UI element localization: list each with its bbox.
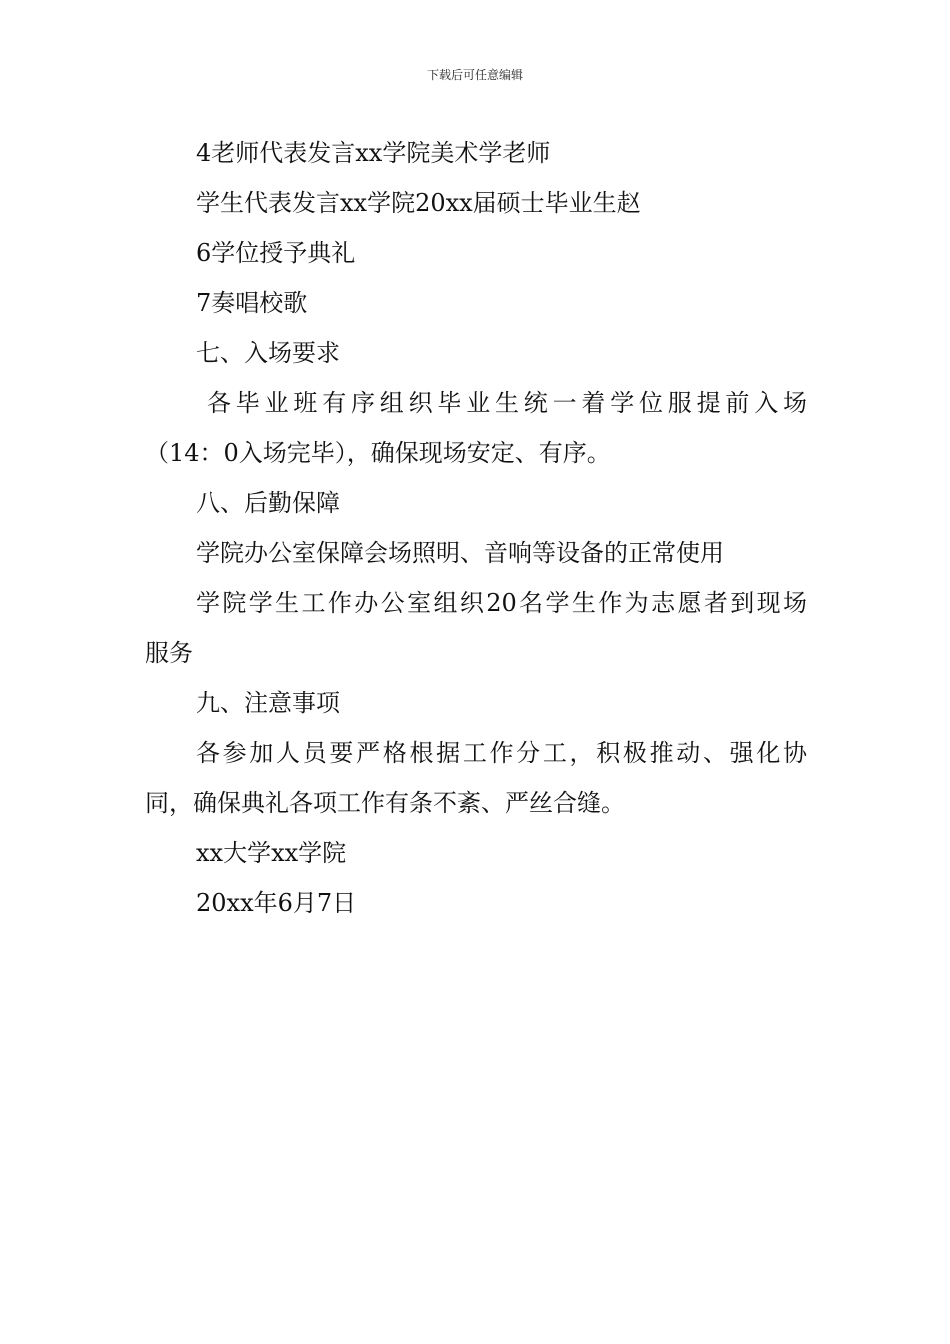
signature-date: 20xx年6月7日	[196, 889, 357, 917]
section-heading-entry-requirements: 七、入场要求	[196, 339, 340, 367]
entry-requirements-paragraph-line1: 各毕业班有序组织毕业生统一着学位服提前入场	[207, 389, 807, 417]
document-body	[145, 128, 807, 928]
program-item-student-speech: 学生代表发言xx学院20xx届硕士毕业生赵	[196, 189, 641, 217]
logistics-office-support: 学院办公室保障会场照明、音响等设备的正常使用	[196, 539, 724, 567]
logistics-volunteers-line1: 学院学生工作办公室组织20名学生作为志愿者到现场	[196, 589, 807, 617]
notes-paragraph-line1: 各参加人员要严格根据工作分工，积极推动、强化协	[196, 739, 807, 767]
section-heading-notes: 九、注意事项	[196, 689, 340, 717]
page-header: 下载后可任意编辑	[426, 68, 523, 82]
section-heading-logistics: 八、后勤保障	[196, 489, 340, 517]
entry-requirements-paragraph-line2: （14：0入场完毕），确保现场安定、有序。	[145, 439, 611, 467]
logistics-volunteers-line2: 服务	[145, 639, 193, 667]
notes-paragraph-line2: 同，确保典礼各项工作有条不紊、严丝合缝。	[145, 789, 625, 817]
program-item-school-song: 7奏唱校歌	[196, 289, 308, 317]
program-item-degree-ceremony: 6学位授予典礼	[196, 239, 356, 267]
program-item-teacher-speech: 4老师代表发言xx学院美术学老师	[196, 139, 551, 167]
signature-organization: xx大学xx学院	[196, 839, 347, 867]
